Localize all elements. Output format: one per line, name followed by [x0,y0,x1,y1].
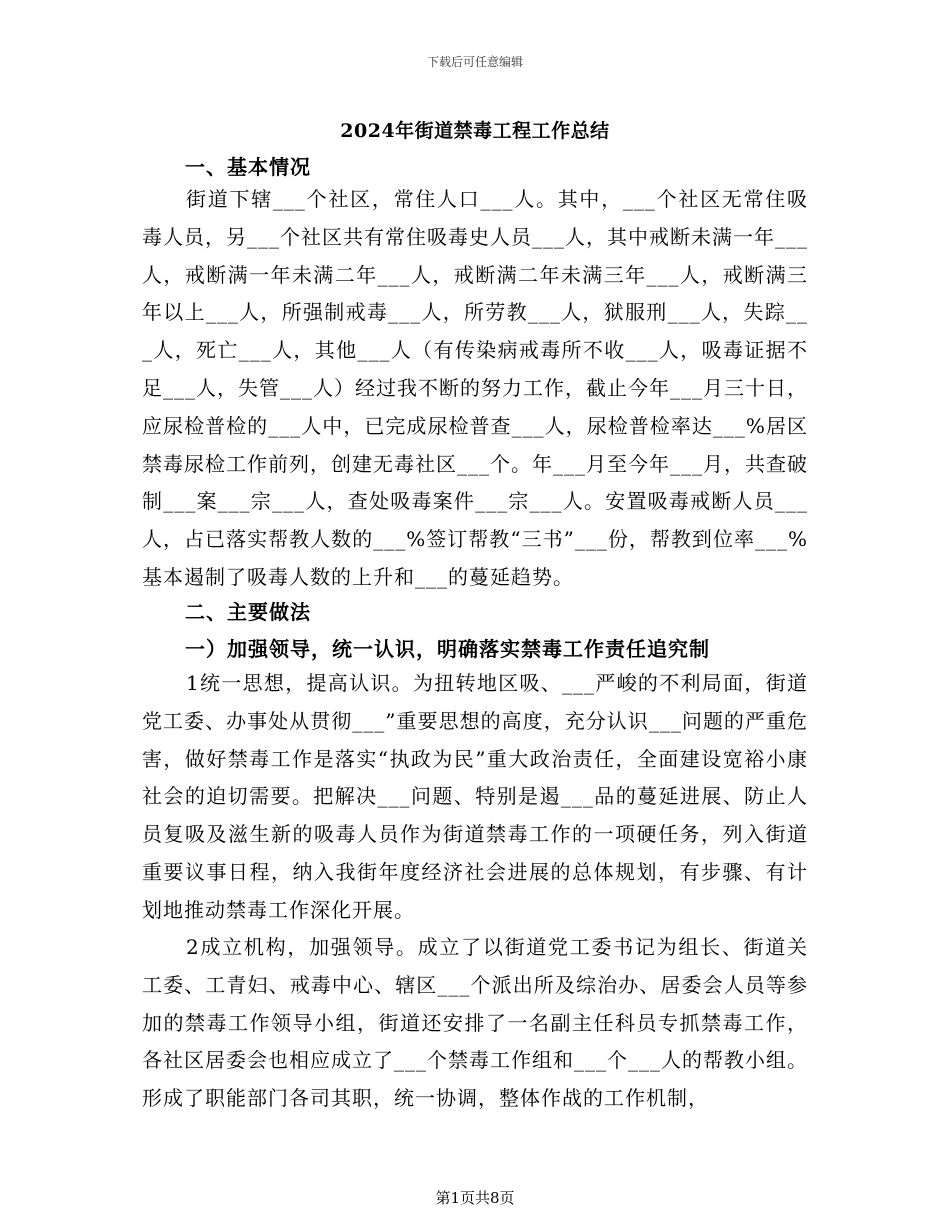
page-number-footer: 第1页共8页 [435,1189,515,1207]
document-title: 2024年街道禁毒工程工作总结 [340,120,610,142]
section-heading-basic-situation: 一、基本情况 [185,155,311,179]
section-heading-main-practices: 二、主要做法 [185,600,311,624]
paragraph-unify-thinking: 1统一思想，提高认识。为扭转地区吸、___严峻的不利局面，街道党工委、办事处从贯彻___”重要思想的高度，充分认识___问题的严重危害，做好禁毒工作是落实“执政为民”重大政治责任，全面建设宽裕小康社会的迫切需要。把解决___问题、特别是遏___品的蔓延进展、防止人员复吸及滋生新的吸毒人员作为街道禁毒工作的一项硬任务，列入街道重要议事日程，纳入我街年度经济社会进展的总体规划，有步骤、有计划地推动禁毒工作深化开展。 [142,671,808,922]
header-note: 下载后可任意编辑 [426,55,523,69]
subsection-heading-leadership: 一）加强领导，统一认识，明确落实禁毒工作责任追究制 [185,637,710,661]
paragraph-establish-organization: 2成立机构，加强领导。成立了以街道党工委书记为组长、街道关工委、工青妇、戒毒中心、辖区___个派出所及综治办、居委会人员等参加的禁毒工作领导小组，街道还安排了一名副主任科员专抓禁毒工作，各社区居委会也相应成立了___个禁毒工作组和___个___人的帮教小组。形成了职能部门各司其职，统一协调，整体作战的工作机制， [142,935,808,1111]
paragraph-basic-situation: 街道下辖___个社区，常住人口___人。其中，___个社区无常住吸毒人员，另___个社区共有常住吸毒史人员___人，其中戒断未满一年___人，戒断满一年未满二年___人，戒断满二年未满三年___人，戒断满三年以上___人，所强制戒毒___人，所劳教___人，狱服刑___人，失踪___人，死亡___人，其他___人（有传染病戒毒所不收___人，吸毒证据不足___人，失管___人）经过我不断的努力工作，截止今年___月三十日，应尿检普检的___人中，已完成尿检普查___人，尿检普检率达___%居区禁毒尿检工作前列，创建无毒社区___个。年___月至今年___月，共查破制___案___宗___人，查处吸毒案件___宗___人。安置吸毒戒断人员___人，占已落实帮教人数的___%签订帮教“三书”___份，帮教到位率___%基本遏制了吸毒人数的上升和___的蔓延趋势。 [142,187,808,589]
